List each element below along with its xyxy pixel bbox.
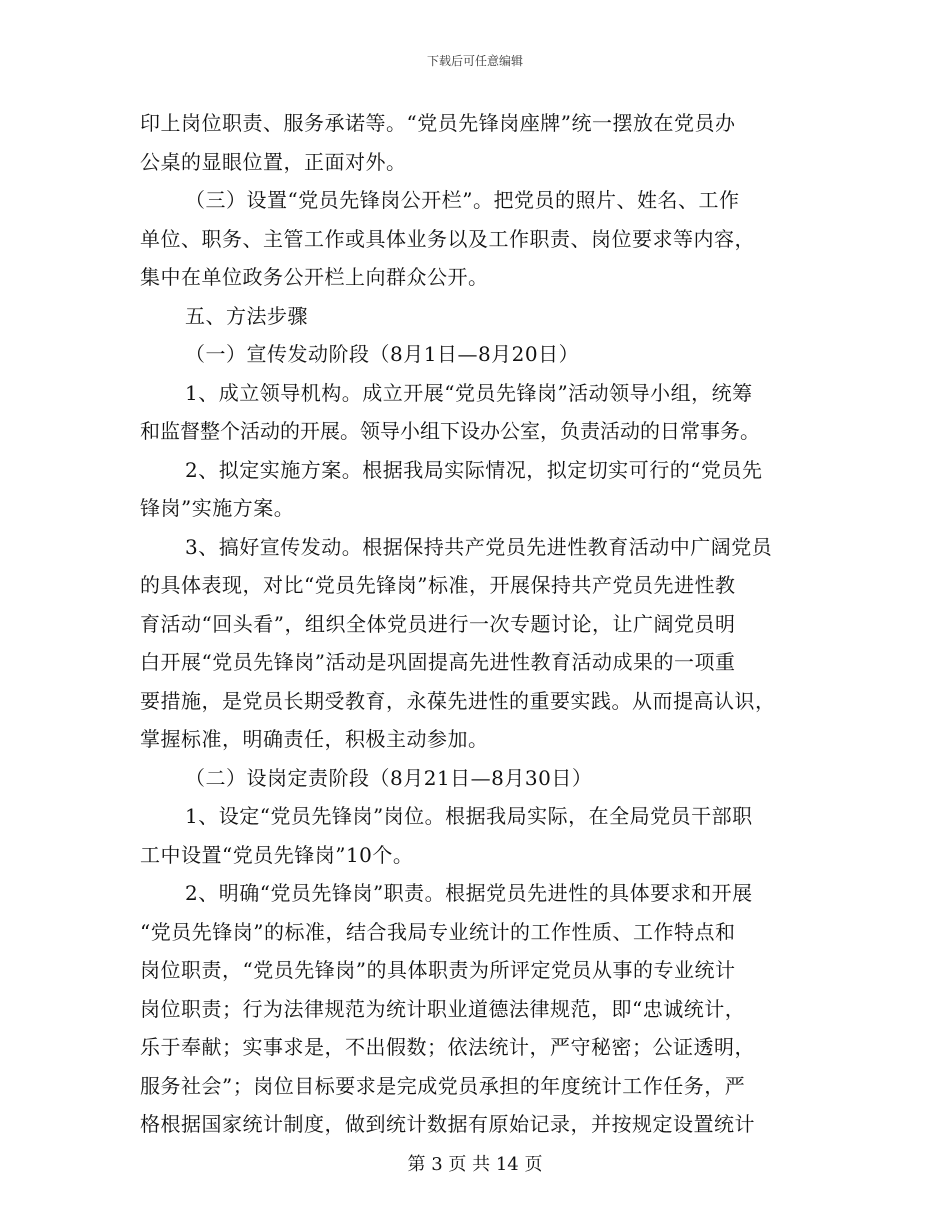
text-line: 育活动“回头看”，组织全体党员进行一次专题讨论，让广阔党员明 — [140, 611, 736, 636]
text-line: 格根据国家统计制度，做到统计数据有原始记录，并按规定设置统计 — [140, 1112, 755, 1136]
text-line: 工中设置“党员先锋岗”10个。 — [140, 842, 414, 867]
text-line: 2、拟定实施方案。根据我局实际情况，拟定切实可行的“党员先 — [185, 457, 763, 482]
text-line: 1、成立领导机构。成立开展“党员先锋岗”活动领导小组，统筹 — [185, 380, 753, 405]
text-line: 和监督整个活动的开展。领导小组下设办公室，负责活动的日常事务。 — [140, 419, 760, 443]
text-line: 服务社会”；岗位目标要求是完成党员承担的年度统计工作任务，严 — [140, 1073, 746, 1098]
text-line: 印上岗位职责、服务承诺等。“党员先锋岗座牌”统一摆放在党员办 — [140, 111, 736, 135]
text-line: “党员先锋岗”的标准，结合我局专业统计的工作性质、工作特点和 — [140, 919, 736, 944]
text-line: （三）设置“党员先锋岗公开栏”。把党员的照片、姓名、工作 — [185, 188, 740, 212]
text-line: 的具体表现，对比“党员先锋岗”标准，开展保持共产党员先进性教 — [140, 573, 736, 597]
text-line: 公桌的显眼位置，正面对外。 — [140, 149, 407, 174]
subsection-heading: （一）宣传发动阶段（8月1日—8月20日） — [185, 342, 580, 366]
text-line: 乐于奉献；实事求是，不出假数；依法统计，严守秘密；公证透明， — [140, 1035, 755, 1059]
text-line: 锋岗”实施方案。 — [140, 496, 295, 520]
text-line: 要措施，是党员长期受教育，永葆先进性的重要实践。从而提高认识， — [140, 688, 776, 713]
text-line: 单位、职务、主管工作或具体业务以及工作职责、岗位要求等内容， — [140, 226, 755, 251]
text-line: 岗位职责；行为法律规范为统计职业道德法律规范，即“忠诚统计， — [140, 996, 746, 1021]
text-line: 2、明确“党员先锋岗”职责。根据党员先进性的具体要求和开展 — [185, 881, 753, 905]
section-heading: 五、方法步骤 — [185, 303, 308, 328]
text-line: 岗位职责，“党员先锋岗”的具体职责为所评定党员从事的专业统计 — [140, 958, 736, 982]
text-line: 1、设定“党员先锋岗”岗位。根据我局实际，在全局党员干部职 — [185, 804, 753, 828]
document-body — [140, 104, 810, 1144]
text-line: 集中在单位政务公开栏上向群众公开。 — [140, 265, 489, 289]
text-line: 白开展“党员先锋岗”活动是巩固提高先进性教育活动成果的一项重 — [140, 650, 736, 674]
subsection-heading: （二）设岗定责阶段（8月21日—8月30日） — [185, 765, 593, 790]
text-line: 掌握标准，明确责任，积极主动参加。 — [140, 727, 489, 751]
header-note: 下载后可任意编辑 — [426, 54, 523, 68]
text-line: 3、搞好宣传发动。根据保持共产党员先进性教育活动中广阔党员 — [185, 534, 773, 559]
page-footer: 第 3 页 共 14 页 — [407, 1154, 543, 1175]
